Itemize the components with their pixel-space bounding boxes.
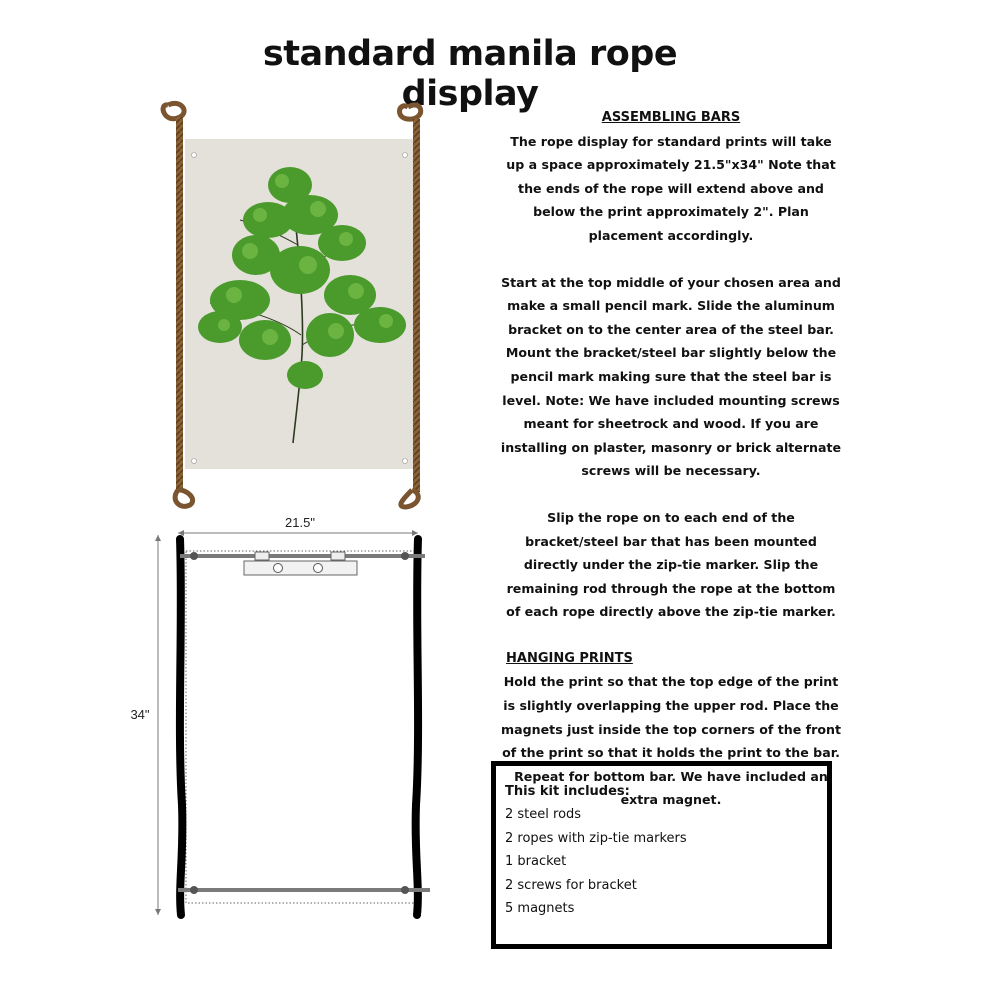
left-rope-diagram	[180, 539, 182, 915]
assembling-heading: ASSEMBLING BARS	[601, 110, 741, 125]
height-dimension	[155, 535, 161, 915]
page-title: standard manila rope display	[262, 34, 678, 114]
kit-item: 2 steel rods	[505, 807, 582, 823]
assembling-paragraph-3: Slip the rope on to each end of the bracket/steel bar that has been mounted directly under the zip-tie marker. Slip the remaining rod through the rope at the bottom of each rope directly above the zip-tie marker.	[506, 509, 836, 620]
top-steel-rod	[180, 554, 425, 558]
instructions	[500, 106, 842, 812]
dimension-diagram	[120, 505, 450, 925]
assembling-paragraph-1: The rope display for standard prints will take up a space approximately 21.5"x34" Note that the ends of the rope will extend above and below the print approximately 2". Plan placement accordingly.	[506, 133, 836, 243]
kit-item: 5 magnets	[505, 901, 575, 917]
kit-item: 2 ropes with zip-tie markers	[505, 830, 687, 846]
print-outline	[186, 551, 416, 903]
height-label: 34"	[130, 707, 150, 722]
bottom-steel-rod	[178, 888, 430, 892]
assembling-paragraph-2: Start at the top middle of your chosen area and make a small pencil mark. Slide the aluminum bracket on to the center area of the steel bar. Mount the bracket/steel bar slightly below the pencil mark making sure that the steel bar is level. Note: We have included mounting screws meant for sheetrock and wood. If you are installing on plaster, masonry or brick alternate screws will be necessary.	[500, 274, 842, 479]
kit-item: 1 bracket	[505, 854, 567, 870]
kit-item: 2 screws for bracket	[505, 877, 637, 893]
kit-contents-box	[491, 761, 832, 949]
hanging-paragraph: Hold the print so that the top edge of the print is slightly overlapping the upper rod. Place the magnets just inside the top corners of the front of the print so that it holds the print to the bar. Repeat for bottom bar. We have included an extra magnet.	[501, 674, 841, 808]
kit-title: This kit includes:	[505, 784, 630, 799]
right-rope-diagram	[416, 539, 418, 915]
fern-print	[185, 139, 413, 469]
width-dimension	[178, 530, 418, 536]
rope-display-illustration	[150, 95, 450, 515]
width-label: 21.5"	[285, 515, 315, 530]
hanging-heading: HANGING PRINTS	[506, 650, 633, 666]
